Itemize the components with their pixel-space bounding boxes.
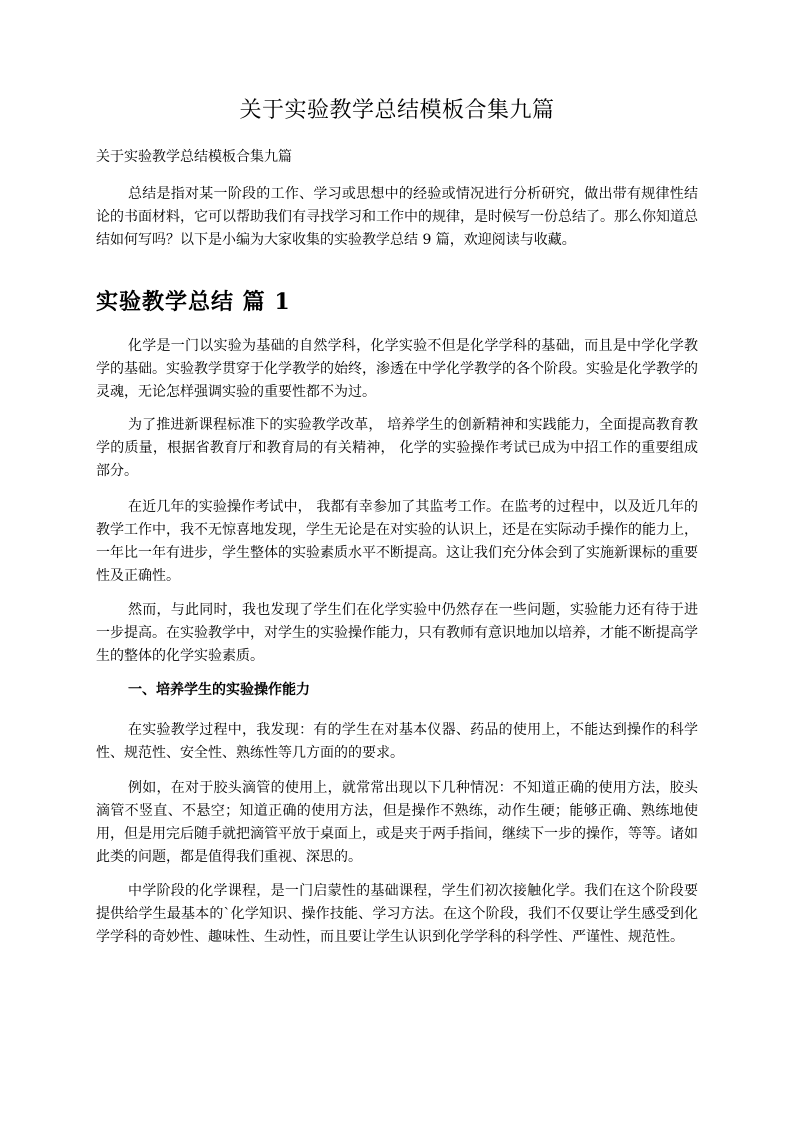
body-paragraph-4: 然而，与此同时，我也发现了学生们在化学实验中仍然存在一些问题，实验能力还有待于进一步提高。在实验教学中，对学生的实验操作能力，只有教师有意识地加以培养，才能不断提高学生的整体的化学实验素质。: [96, 602, 698, 664]
sub-heading: 一、培养学生的实验操作能力: [128, 682, 310, 698]
body-paragraph-7: 中学阶段的化学课程，是一门启蒙性的基础课程，学生们初次接触化学。我们在这个阶段要提供给学生最基本的`化学知识、操作技能、学习方法。在这个阶段，我们不仅要让学生感受到化学学科的奇妙性、趣味性、生动性，而且要让学生认识到化学学科的科学性、严谨性、规范性。: [96, 883, 698, 945]
body-paragraph-2: 为了推进新课程标准下的实验教学改革， 培养学生的创新精神和实践能力，全面提高教育教学的质量，根据省教育厅和教育局的有关精神， 化学的实验操作考试已成为中招工作的重要组成部分。: [96, 417, 698, 479]
body-paragraph-5: 在实验教学过程中，我发现：有的学生在对基本仪器、药品的使用上，不能达到操作的科学性、规范性、安全性、熟练性等几方面的的要求。: [96, 722, 698, 761]
section-heading: 实验教学总结 篇 1: [96, 289, 291, 315]
document-subtitle: 关于实验教学总结模板合集九篇: [96, 149, 292, 165]
body-paragraph-1: 化学是一门以实验为基础的自然学科，化学实验不但是化学学科的基础，而且是中学化学教学的基础。实验教学贯穿于化学教学的始终，渗透在中学化学教学的各个阶段。实验是化学教学的灵魂，无论怎样强调实验的重要性都不为过。: [96, 338, 698, 400]
body-paragraph-6: 例如，在对于胶头滴管的使用上，就常常出现以下几种情况：不知道正确的使用方法，胶头滴管不竖直、不悬空；知道正确的使用方法，但是操作不熟练，动作生硬；能够正确、熟练地使用，但是用完后随手就把滴管平放于桌面上，或是夹于两手指间，继续下一步的操作，等等。诸如此类的问题，都是值得我们重视、深思的。: [96, 780, 698, 865]
body-paragraph-3: 在近几年的实验操作考试中， 我都有幸参加了其监考工作。在监考的过程中，以及近几年的教学工作中，我不无惊喜地发现，学生无论是在对实验的认识上，还是在实际动手操作的能力上，一年比一年有进步，学生整体的实验素质水平不断提高。这让我们充分体会到了实施新课标的重要性及正确性。: [96, 499, 698, 584]
document-title: 关于实验教学总结模板合集九篇: [239, 98, 555, 123]
intro-paragraph: 总结是指对某一阶段的工作、学习或思想中的经验或情况进行分析研究，做出带有规律性结论的书面材料，它可以帮助我们有寻找学习和工作中的规律，是时候写一份总结了。那么你知道总结如何写吗？以下是小编为大家收集的实验教学总结 9 篇，欢迎阅读与收藏。: [96, 186, 698, 248]
